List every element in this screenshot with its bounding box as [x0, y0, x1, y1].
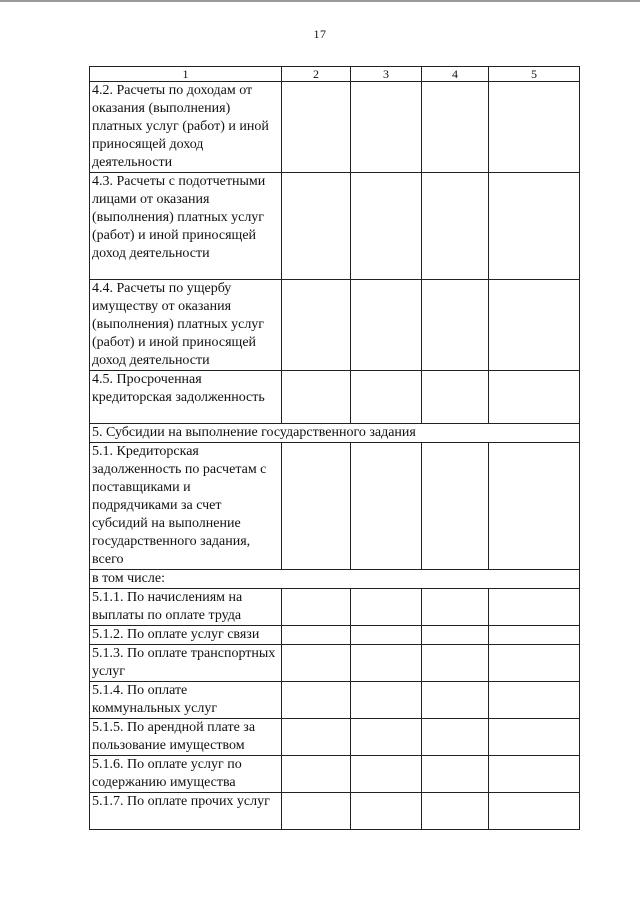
data-cell: [489, 756, 580, 793]
data-cell: [351, 645, 422, 682]
data-cell: [282, 756, 351, 793]
data-cell: [282, 280, 351, 371]
column-header-5: 5: [489, 67, 580, 82]
data-cell: [282, 589, 351, 626]
data-cell: [351, 589, 422, 626]
table-row-5-1: [90, 443, 580, 570]
data-cell: [489, 589, 580, 626]
data-cell: [282, 443, 351, 570]
row-label: 4.2. Расчеты по доходам от оказания (выполнения) платных услуг (работ) и иной приносящей доход деятельности: [90, 82, 282, 173]
row-label: 4.5. Просроченная кредиторская задолженность: [90, 371, 282, 424]
data-cell: [282, 371, 351, 424]
table-row-5-1-3: [90, 645, 580, 682]
table-row-4-4: [90, 280, 580, 371]
data-cell: [282, 719, 351, 756]
data-cell: [351, 173, 422, 280]
table-row-5-1-5: [90, 719, 580, 756]
subsection-title: в том числе:: [90, 570, 580, 589]
data-cell: [282, 173, 351, 280]
data-cell: [489, 371, 580, 424]
table-row-5-1-4: [90, 682, 580, 719]
data-cell: [422, 173, 489, 280]
data-cell: [282, 626, 351, 645]
data-cell: [351, 756, 422, 793]
data-cell: [422, 443, 489, 570]
report-table: [89, 66, 580, 830]
table-row-5-1-2: [90, 626, 580, 645]
data-cell: [422, 756, 489, 793]
data-cell: [422, 589, 489, 626]
row-label: 4.3. Расчеты с подотчетными лицами от оказания (выполнения) платных услуг (работ) и иной приносящей доход деятельности: [90, 173, 282, 280]
row-label: 5.1.2. По оплате услуг связи: [90, 626, 282, 645]
data-cell: [282, 793, 351, 830]
top-border-line: [0, 0, 640, 2]
data-cell: [422, 793, 489, 830]
data-cell: [282, 82, 351, 173]
data-cell: [422, 371, 489, 424]
row-label: 5.1. Кредиторская задолженность по расчетам с поставщиками и подрядчиками за счет субсидий на выполнение государственного задания, всего: [90, 443, 282, 570]
data-cell: [282, 682, 351, 719]
table-row-4-2: [90, 82, 580, 173]
column-header-3: 3: [351, 67, 422, 82]
table-row-5-1-7: [90, 793, 580, 830]
data-cell: [489, 719, 580, 756]
data-cell: [351, 682, 422, 719]
data-cell: [489, 173, 580, 280]
row-label: 5.1.5. По арендной плате за пользование имуществом: [90, 719, 282, 756]
table-row-4-3: [90, 173, 580, 280]
section-row-5: [90, 424, 580, 443]
column-header-1: 1: [90, 67, 282, 82]
data-cell: [351, 626, 422, 645]
table-row-5-1-6: [90, 756, 580, 793]
data-cell: [489, 82, 580, 173]
data-cell: [351, 793, 422, 830]
page-number: 17: [313, 27, 327, 41]
table-row-4-5: [90, 371, 580, 424]
column-number-row: [90, 67, 580, 82]
data-cell: [422, 626, 489, 645]
data-cell: [422, 682, 489, 719]
data-cell: [489, 626, 580, 645]
data-cell: [422, 719, 489, 756]
data-cell: [489, 443, 580, 570]
section-title: 5. Субсидии на выполнение государственного задания: [90, 424, 580, 443]
data-cell: [351, 719, 422, 756]
column-header-2: 2: [282, 67, 351, 82]
row-label: 5.1.1. По начислениям на выплаты по оплате труда: [90, 589, 282, 626]
data-cell: [351, 82, 422, 173]
data-cell: [489, 793, 580, 830]
data-cell: [351, 371, 422, 424]
data-cell: [282, 645, 351, 682]
subsection-row-including: [90, 570, 580, 589]
column-header-4: 4: [422, 67, 489, 82]
row-label: 5.1.3. По оплате транспортных услуг: [90, 645, 282, 682]
data-cell: [489, 280, 580, 371]
row-label: 5.1.6. По оплате услуг по содержанию имущества: [90, 756, 282, 793]
row-label: 5.1.4. По оплате коммунальных услуг: [90, 682, 282, 719]
data-cell: [489, 682, 580, 719]
data-cell: [422, 280, 489, 371]
row-label: 5.1.7. По оплате прочих услуг: [90, 793, 282, 830]
data-cell: [422, 645, 489, 682]
table-row-5-1-1: [90, 589, 580, 626]
data-cell: [422, 82, 489, 173]
row-label: 4.4. Расчеты по ущербу имуществу от оказания (выполнения) платных услуг (работ) и иной приносящей доход деятельности: [90, 280, 282, 371]
data-cell: [351, 280, 422, 371]
data-cell: [351, 443, 422, 570]
data-cell: [489, 645, 580, 682]
